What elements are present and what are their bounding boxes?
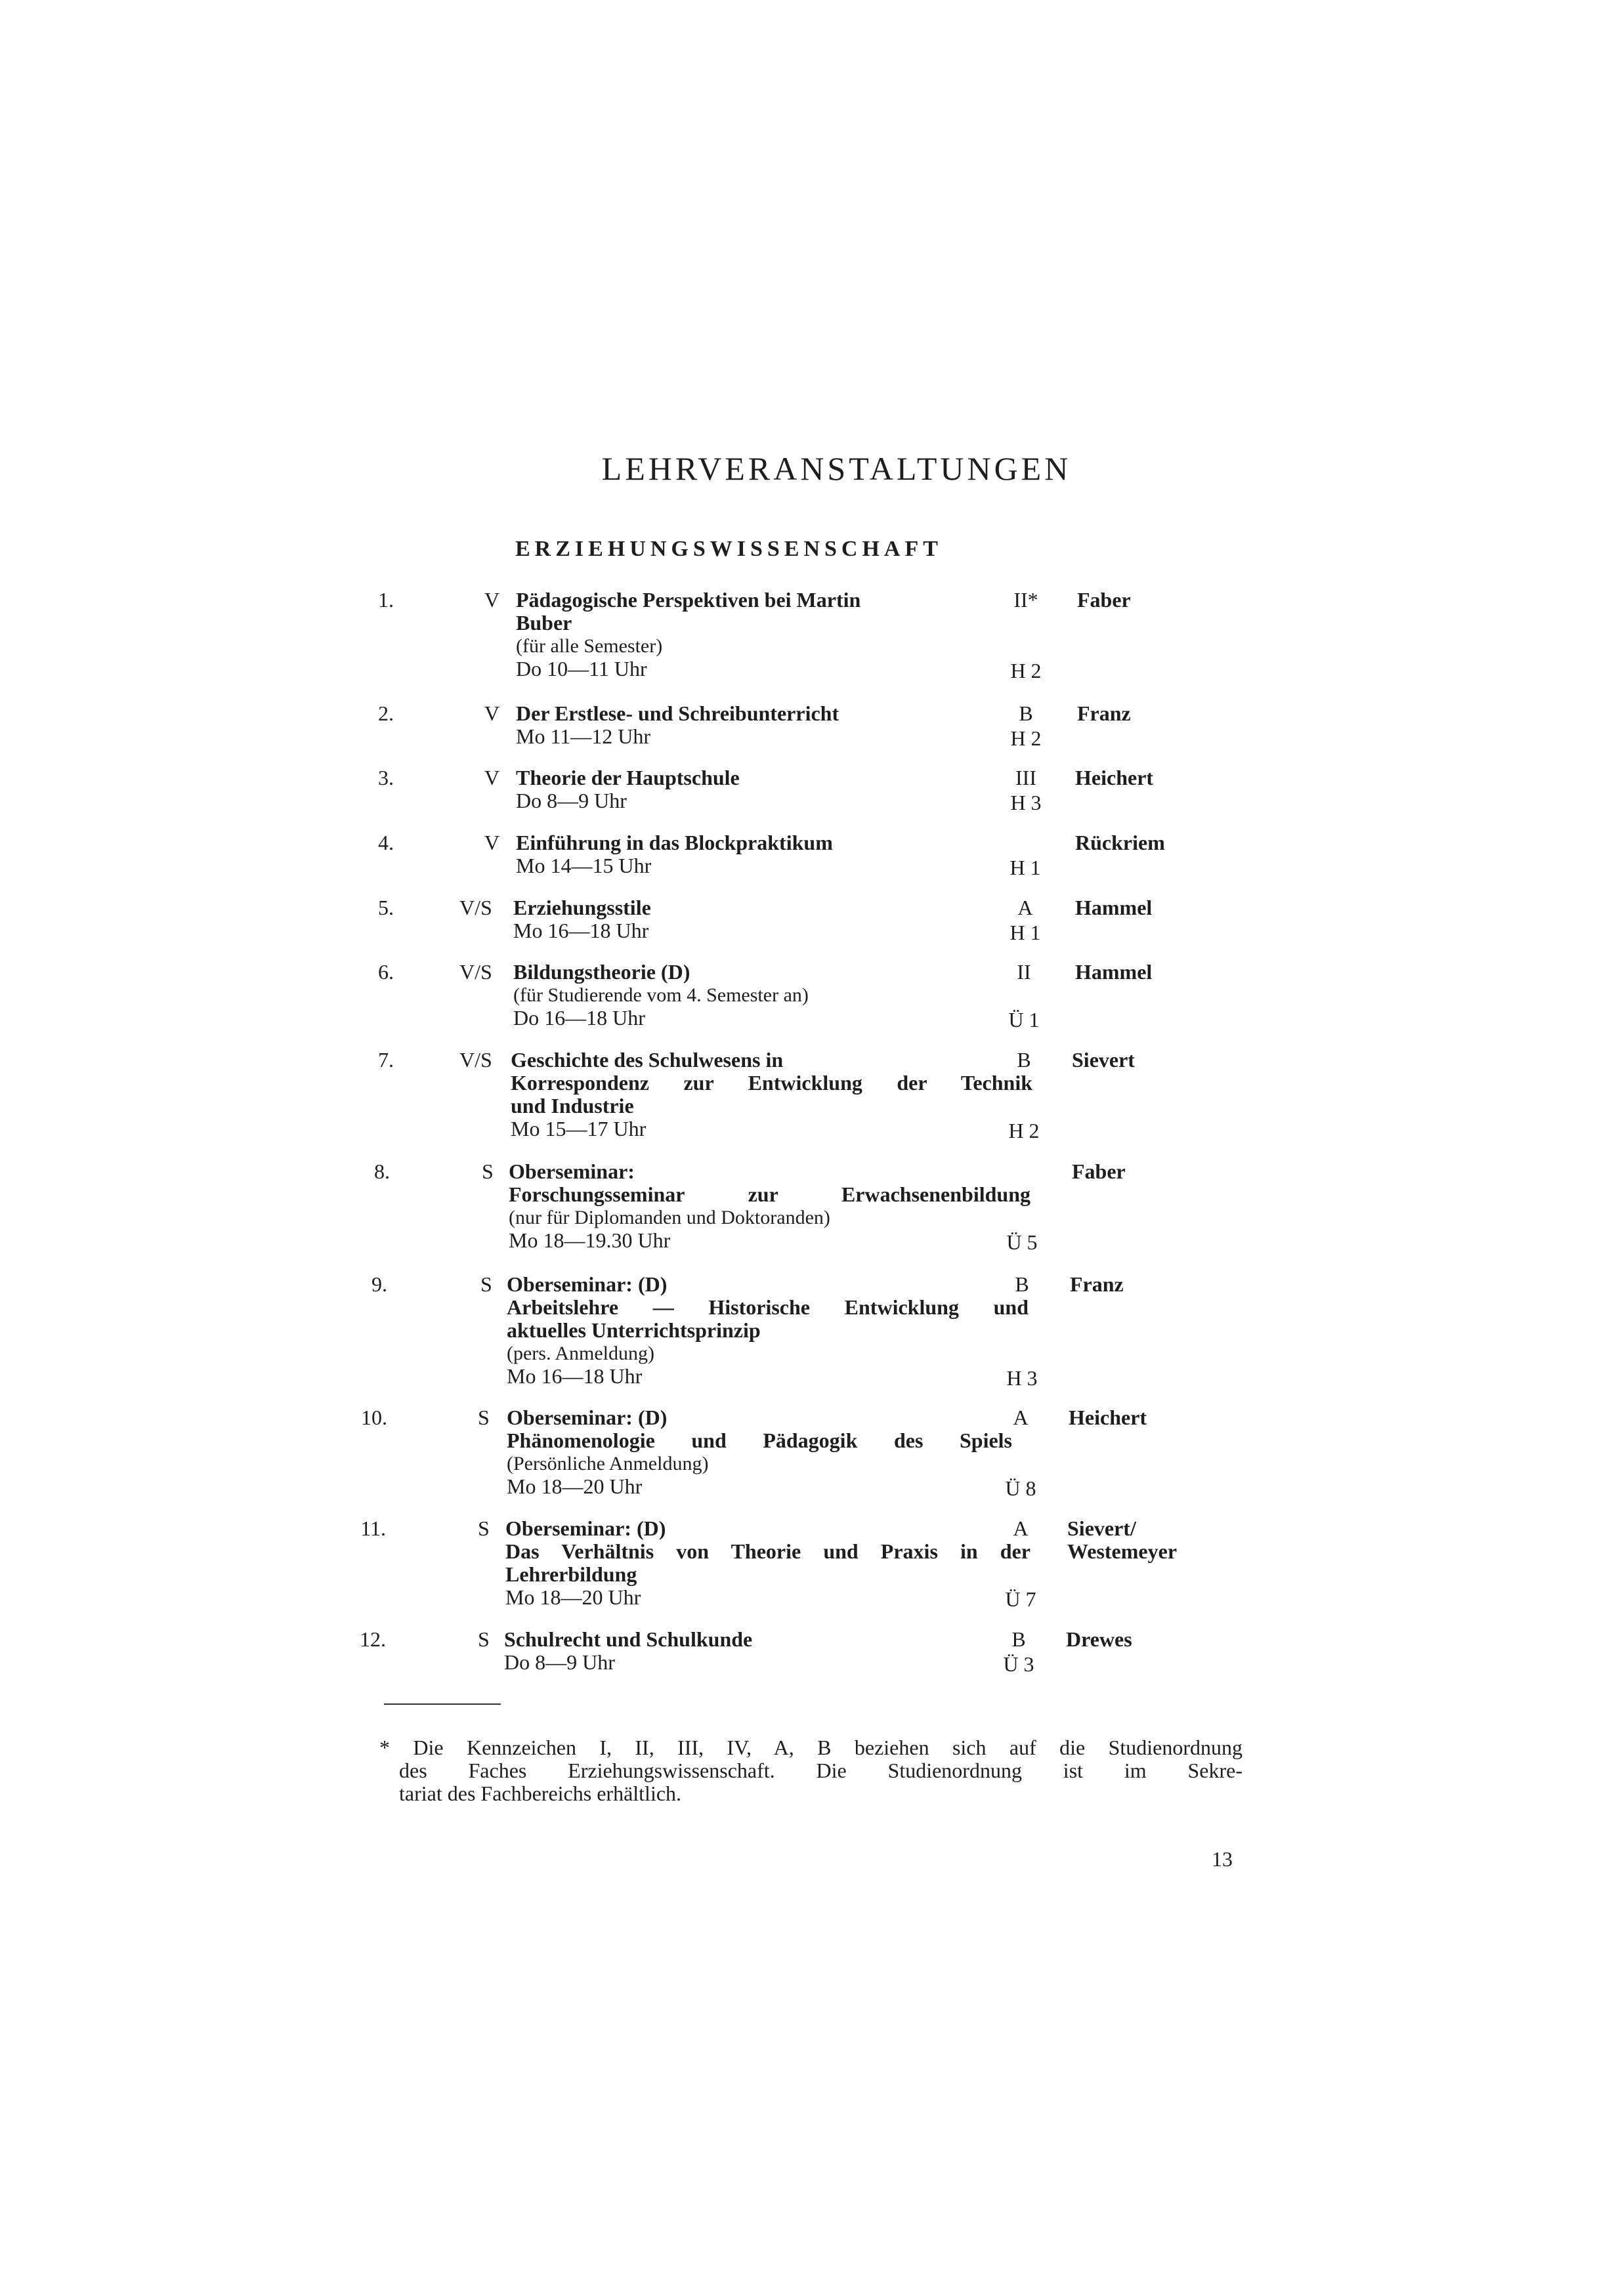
course-title: Erziehungsstile <box>513 896 651 919</box>
course-line: und Industrie <box>511 1094 634 1117</box>
course-time: Do 8—9 Uhr <box>516 789 627 812</box>
course-time: Mo 15—17 Uhr <box>511 1117 647 1140</box>
course-number: 7. <box>378 1048 394 1072</box>
study-code: II* <box>1013 588 1038 612</box>
course-number: 2. <box>378 701 394 725</box>
lecturer: Heichert <box>1069 1406 1147 1429</box>
room-code: H 3 <box>1006 1366 1038 1390</box>
room-code: Ü 3 <box>1003 1652 1034 1676</box>
course-title: Schulrecht und Schulkunde <box>504 1627 753 1651</box>
lecturer: Sievert <box>1072 1048 1135 1072</box>
course-line: Arbeitslehre — Historische Entwicklung und <box>507 1295 1029 1319</box>
course-number: 6. <box>378 960 394 984</box>
room-code: H 3 <box>1010 791 1042 814</box>
course-type: V <box>484 701 500 725</box>
page-heading: LEHRVERANSTALTUNGEN <box>601 450 1072 487</box>
study-code: III <box>1015 766 1036 789</box>
lecturer: Drewes <box>1066 1627 1132 1651</box>
study-code: A <box>1013 1406 1029 1429</box>
footnote <box>379 1736 1242 1805</box>
course-line: (für Studierende vom 4. Semester an) <box>513 984 809 1006</box>
course-number: 5. <box>378 896 394 919</box>
room-code: Ü 5 <box>1006 1230 1038 1254</box>
course-line: Forschungsseminar zur Erwachsenenbildung <box>509 1182 1030 1206</box>
course-description <box>516 589 1038 680</box>
footnote-line: des Faches Erziehungswissenschaft. Die Studienordnung ist im Sekre- <box>399 1759 1242 1782</box>
course-type: S <box>480 1272 492 1296</box>
course-line: Phänomenologie und Pädagogik des Spiels <box>507 1429 1012 1452</box>
course-line: (Persönliche Anmeldung) <box>507 1453 709 1474</box>
course-time: Mo 16—18 Uhr <box>513 919 649 942</box>
course-line: (pers. Anmeldung) <box>507 1343 654 1364</box>
course-title: Oberseminar: (D) <box>507 1272 668 1296</box>
course-description <box>507 1273 1029 1388</box>
course-type: V/S <box>459 1048 492 1072</box>
course-line: (für alle Semester) <box>516 635 663 657</box>
course-description <box>516 831 1038 877</box>
course-title: Bildungstheorie (D) <box>513 960 690 984</box>
course-number: 1. <box>378 588 394 612</box>
course-description <box>504 1628 1026 1674</box>
room-code: H 1 <box>1009 921 1041 944</box>
course-description <box>516 702 1038 748</box>
course-description <box>505 1517 1030 1609</box>
study-code: A <box>1013 1516 1029 1540</box>
course-time: Mo 14—15 Uhr <box>516 854 652 877</box>
course-title: Geschichte des Schulwesens in <box>511 1048 784 1072</box>
course-time: Mo 11—12 Uhr <box>516 724 651 748</box>
course-title: Oberseminar: <box>509 1159 635 1183</box>
course-time: Mo 16—18 Uhr <box>507 1364 643 1388</box>
course-title: Einführung in das Blockpraktikum <box>516 831 833 854</box>
study-code: II <box>1017 960 1031 984</box>
course-description <box>511 1049 1032 1140</box>
course-type: V <box>484 588 500 612</box>
room-code: H 2 <box>1008 1119 1040 1142</box>
course-title: Theorie der Hauptschule <box>516 766 740 789</box>
study-code: A <box>1017 896 1033 919</box>
study-code: B <box>1015 1272 1029 1296</box>
lecturer: Faber <box>1077 588 1131 612</box>
course-description <box>516 766 1038 812</box>
lecturer: Rückriem <box>1075 831 1165 854</box>
course-title: Oberseminar: (D) <box>505 1516 666 1540</box>
course-time: Do 8—9 Uhr <box>504 1650 615 1674</box>
course-description <box>509 1160 1030 1252</box>
course-number: 3. <box>378 766 394 789</box>
room-code: Ü 8 <box>1005 1476 1036 1500</box>
course-number: 12. <box>360 1627 386 1651</box>
course-number: 4. <box>378 831 394 854</box>
footnote-line: * Die Kennzeichen I, II, III, IV, A, B beziehen sich auf die Studienordnung <box>379 1736 1242 1759</box>
course-time: Do 16—18 Uhr <box>513 1006 645 1030</box>
course-line: Buber <box>516 611 572 635</box>
study-code: B <box>1011 1627 1026 1651</box>
room-code: Ü 7 <box>1005 1587 1036 1611</box>
course-description <box>513 896 1035 942</box>
course-line: Korrespondenz zur Entwicklung der Technik <box>511 1071 1032 1095</box>
course-time: Do 10—11 Uhr <box>516 657 647 680</box>
lecturer: Hammel <box>1075 960 1153 984</box>
page-number: 13 <box>1212 1847 1233 1871</box>
course-type: S <box>478 1627 490 1651</box>
course-line: aktuelles Unterrichtsprinzip <box>507 1318 761 1342</box>
course-time: Mo 18—20 Uhr <box>505 1585 641 1609</box>
course-time: Mo 18—19.30 Uhr <box>509 1228 671 1252</box>
lecturer: Franz <box>1070 1272 1124 1296</box>
course-description <box>513 961 1035 1030</box>
course-number: 8. <box>374 1159 390 1183</box>
room-code: H 2 <box>1010 659 1042 682</box>
lecturer: Franz <box>1077 701 1131 725</box>
course-line: Lehrerbildung <box>505 1562 637 1586</box>
lecturer: Sievert/ <box>1067 1516 1136 1540</box>
section-heading: ERZIEHUNGSWISSENSCHAFT <box>515 537 943 561</box>
course-line: Das Verhältnis von Theorie und Praxis in der <box>505 1539 1030 1563</box>
course-type: S <box>478 1516 490 1540</box>
footnote-rule <box>384 1703 501 1705</box>
lecturer: Hammel <box>1075 896 1153 919</box>
course-type: V <box>484 766 500 789</box>
course-description <box>507 1406 1012 1498</box>
course-title: Oberseminar: (D) <box>507 1406 668 1429</box>
course-type: V/S <box>459 896 492 919</box>
room-code: H 2 <box>1010 726 1042 750</box>
lecturer: Heichert <box>1075 766 1154 789</box>
study-code: B <box>1019 701 1033 725</box>
course-number: 10. <box>361 1406 387 1429</box>
course-number: 11. <box>360 1516 386 1540</box>
course-type: V <box>484 831 500 854</box>
course-type: V/S <box>459 960 492 984</box>
course-time: Mo 18—20 Uhr <box>507 1474 643 1498</box>
lecturer: Faber <box>1072 1159 1126 1183</box>
course-number: 9. <box>372 1272 387 1296</box>
course-title: Pädagogische Perspektiven bei Martin <box>516 588 861 612</box>
course-line: (nur für Diplomanden und Doktoranden) <box>509 1207 830 1228</box>
course-type: S <box>478 1406 490 1429</box>
lecturer: Westemeyer <box>1067 1539 1178 1563</box>
room-code: H 1 <box>1009 856 1041 879</box>
course-type: S <box>482 1159 494 1183</box>
room-code: Ü 1 <box>1008 1008 1040 1032</box>
study-code: B <box>1017 1048 1031 1072</box>
course-title: Der Erstlese- und Schreibunterricht <box>516 701 839 725</box>
footnote-line: tariat des Fachbereichs erhältlich. <box>399 1782 682 1805</box>
